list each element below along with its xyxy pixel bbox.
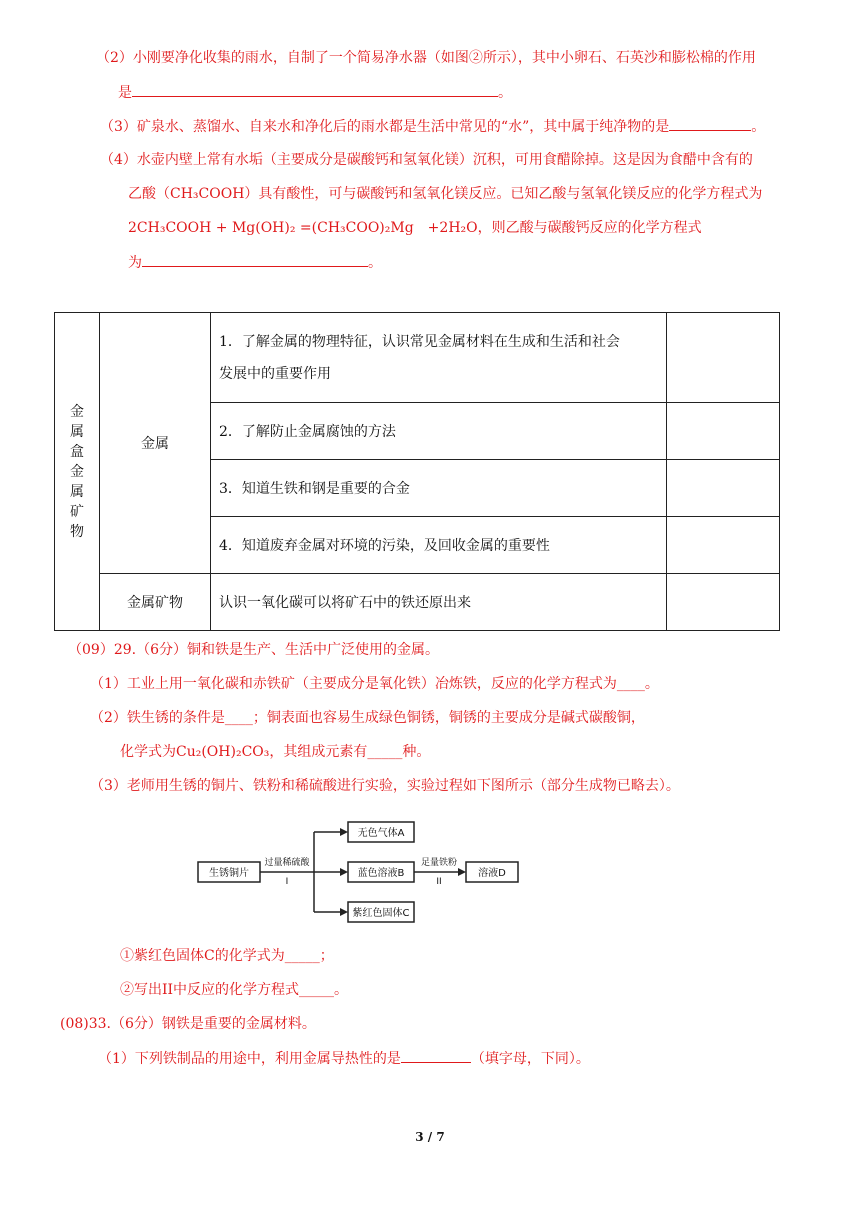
label-start: 生锈铜片 [209,868,249,879]
q33-heading: (08)33.（6分）钢铁是重要的金属材料。 [60,1016,316,1032]
label-step2-reagent: 足量铁粉 [420,858,458,868]
empty-cell [667,574,780,631]
q2-line-a: （2）小刚要净化收集的雨水，自制了一个简易净水器（如图②所示），其中小卵石、石英沙和膨松棉的作用 [96,50,756,66]
q29-part2: （2）铁生锈的条件是____；铜表面也容易生成绿色铜锈，铜锈的主要成分是碱式碳酸铜， [90,710,645,726]
category-char: 物 [70,523,84,540]
q29-sub1: ①紫红色固体C的化学式为_____； [120,948,334,964]
q4-line-d [128,252,382,273]
requirement-4: 4．知道废弃金属对环境的污染，及回收金属的重要性 [211,517,667,574]
arrowhead [340,908,348,916]
q29-part1: （1）工业上用一氧化碳和赤铁矿（主要成分是氧化铁）冶炼铁，反应的化学方程式为____。 [90,676,659,692]
subcategory-ore: 金属矿物 [100,574,211,631]
q3-text: （3）矿泉水、蒸馏水、自来水和净化后的雨水都是生活中常见的“水”，其中属于纯净物的是 [100,119,670,135]
page-number: 3 / 7 [415,1130,445,1144]
label-step1-number: I [285,877,289,887]
q33-part1 [98,1048,590,1069]
arrowhead [340,828,348,836]
label-end: 溶液D [478,868,506,879]
q3-suffix: 。 [751,119,766,135]
label-gas: 无色气体A [357,828,405,839]
empty-cell [667,403,780,460]
answer-blank[interactable] [669,116,751,131]
answer-blank[interactable] [401,1048,471,1063]
answer-blank[interactable] [142,252,368,267]
arrowhead [340,868,348,876]
category-char: 金 [70,463,84,480]
arrowhead [458,868,466,876]
requirement-3: 3．知道生铁和钢是重要的合金 [211,460,667,517]
q2-line-b [118,82,512,103]
subcategory-metal: 金属 [100,313,211,574]
q29-part3: （3）老师用生锈的铜片、铁粉和稀硫酸进行实验，实验过程如下图所示（部分生成物已略去）。 [90,778,680,794]
q29-sub2: ②写出II中反应的化学方程式_____。 [120,982,349,998]
q3-line [100,116,765,137]
category-char: 属 [70,423,84,440]
answer-blank[interactable] [132,82,498,97]
requirement-5: 认识一氧化碳可以将矿石中的铁还原出来 [211,574,667,631]
q4-suffix: 。 [368,255,382,271]
category-char: 盒 [70,443,84,460]
q29-part2b: 化学式为Cu₂(OH)₂CO₃，其组成元素有_____种。 [120,744,431,760]
label-solid: 紫红色固体C [352,908,410,919]
q2-prefix: 是 [118,85,132,101]
category-cell [55,313,100,631]
empty-cell [667,460,780,517]
requirement-1b: 发展中的重要作用 [219,365,331,382]
empty-cell [667,313,780,403]
category-char: 金 [70,403,84,420]
label-step1-reagent: 过量稀硫酸 [264,858,310,868]
experiment-flow-diagram [190,812,530,932]
q33-suffix: （填字母，下同）。 [470,1051,590,1067]
q4-line-c: 2CH₃COOH + Mg(OH)₂ =(CH₃COO)₂Mg +2H₂O，则乙酸与碳酸钙反应的化学方程式 [128,220,702,236]
curriculum-table [54,312,780,631]
requirement-1a: 1．了解金属的物理特征，认识常见金属材料在生成和生活和社会 [219,333,620,350]
requirement-cell [211,313,667,403]
category-char: 矿 [70,503,84,520]
label-solution: 蓝色溶液B [357,868,405,879]
q4-line-a: （4）水壶内壁上常有水垢（主要成分是碳酸钙和氢氧化镁）沉积，可用食醋除掉。这是因为食醋中含有的 [100,152,753,168]
empty-cell [667,517,780,574]
q2-suffix: 。 [498,85,512,101]
category-char: 属 [70,483,84,500]
q4-line-b: 乙酸（CH₃COOH）具有酸性，可与碳酸钙和氢氧化镁反应。已知乙酸与氢氧化镁反应的化学方程式为 [128,186,763,202]
q29-heading: （09）29.（6分）铜和铁是生产、生活中广泛使用的金属。 [68,642,439,658]
q33-text: （1）下列铁制品的用途中，利用金属导热性的是 [98,1051,401,1067]
q4-prefix: 为 [128,255,142,271]
label-step2-number: II [436,877,442,887]
requirement-2: 2．了解防止金属腐蚀的方法 [211,403,667,460]
